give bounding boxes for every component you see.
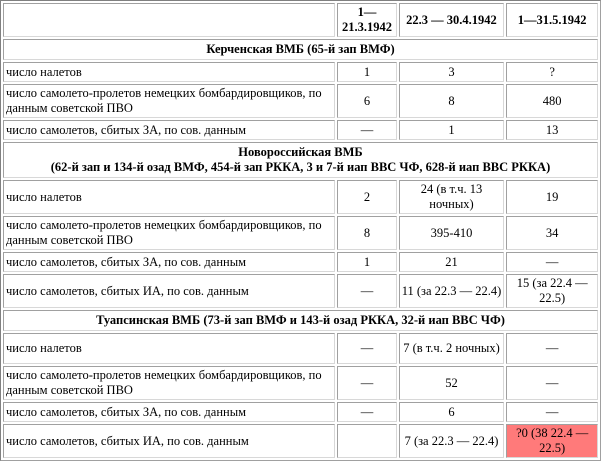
cell-value: 1 (399, 120, 505, 140)
cell-value: 34 (506, 216, 598, 250)
row-label: число самолетов, сбитых ИА, по сов. данным (3, 424, 335, 458)
table-row (3, 274, 598, 308)
cell-value: 52 (399, 366, 505, 400)
section-subtitle: (62-й зап и 134-й озад ВМФ, 454-й зап РККА, 3 и 7-й иап ВВС ЧФ, 628-й иап ВВС РККА) (50, 160, 551, 174)
cell-value: 480 (506, 84, 598, 118)
cell-value: 7 (в т.ч. 2 ночных) (399, 333, 505, 364)
table-row (3, 180, 598, 214)
row-label: число налетов (3, 180, 335, 214)
section-title: Туапсинская ВМБ (73-й зап ВМФ и 143-й озад РККА, 32-й иап ВВС ЧФ) (3, 310, 598, 331)
cell-value: 2 (337, 180, 396, 214)
highlighted-cell-value: ?0 (38 22.4 — 22.5) (506, 424, 598, 458)
cell-value: 6 (399, 402, 505, 422)
header-period-3: 1—31.5.1942 (506, 3, 598, 37)
row-label: число самолетов, сбитых ЗА, по сов. данным (3, 252, 335, 272)
header-period-1: 1— 21.3.1942 (337, 3, 396, 37)
cell-value: 7 (за 22.3 — 22.4) (399, 424, 505, 458)
table-row (3, 366, 598, 400)
table-row (3, 252, 598, 272)
row-label: число налетов (3, 333, 335, 364)
table-row (3, 402, 598, 422)
table-row (3, 424, 598, 458)
cell-value: 13 (506, 120, 598, 140)
cell-value: — (506, 366, 598, 400)
cell-value: — (506, 333, 598, 364)
cell-value: 24 (в т.ч. 13 ночных) (399, 180, 505, 214)
cell-value: 19 (506, 180, 598, 214)
header-period-2: 22.3 — 30.4.1942 (399, 3, 505, 37)
table-row (3, 62, 598, 82)
cell-value: 395-410 (399, 216, 505, 250)
cell-value: ? (506, 62, 598, 82)
table-row (3, 333, 598, 364)
row-label: число самолетов, сбитых ЗА, по сов. данным (3, 402, 335, 422)
cell-value: 8 (337, 216, 396, 250)
cell-value: — (337, 366, 396, 400)
row-label: число самолето-пролетов немецких бомбардировщиков, по данным советской ПВО (3, 366, 335, 400)
section-header-tuapse (3, 310, 598, 331)
section-header-novorossiysk (3, 142, 598, 178)
cell-value: — (337, 274, 396, 308)
cell-value: 3 (399, 62, 505, 82)
row-label: число самолетов, сбитых ЗА, по сов. данным (3, 120, 335, 140)
cell-value: 1 (337, 62, 396, 82)
cell-value: 11 (за 22.3 — 22.4) (399, 274, 505, 308)
section-title: Керченская ВМБ (65-й зап ВМФ) (3, 39, 598, 60)
header-row (3, 3, 598, 37)
cell-value: — (337, 402, 396, 422)
cell-value (337, 424, 396, 458)
cell-value: 1 (337, 252, 396, 272)
cell-value: 6 (337, 84, 396, 118)
cell-value: 15 (за 22.4 — 22.5) (506, 274, 598, 308)
table-row (3, 216, 598, 250)
header-corner (3, 3, 335, 37)
cell-value: — (506, 252, 598, 272)
row-label: число самолето-пролетов немецких бомбардировщиков, по данным советской ПВО (3, 84, 335, 118)
table-row (3, 120, 598, 140)
cell-value: 21 (399, 252, 505, 272)
row-label: число самолето-пролетов немецких бомбардировщиков, по данным советской ПВО (3, 216, 335, 250)
row-label: число налетов (3, 62, 335, 82)
cell-value: — (337, 333, 396, 364)
table-row (3, 84, 598, 118)
section-header-kerch (3, 39, 598, 60)
section-title: Новороссийская ВМБ (238, 145, 363, 159)
cell-value: — (506, 402, 598, 422)
row-label: число самолетов, сбитых ИА, по сов. данным (3, 274, 335, 308)
cell-value: 8 (399, 84, 505, 118)
cell-value: — (337, 120, 396, 140)
